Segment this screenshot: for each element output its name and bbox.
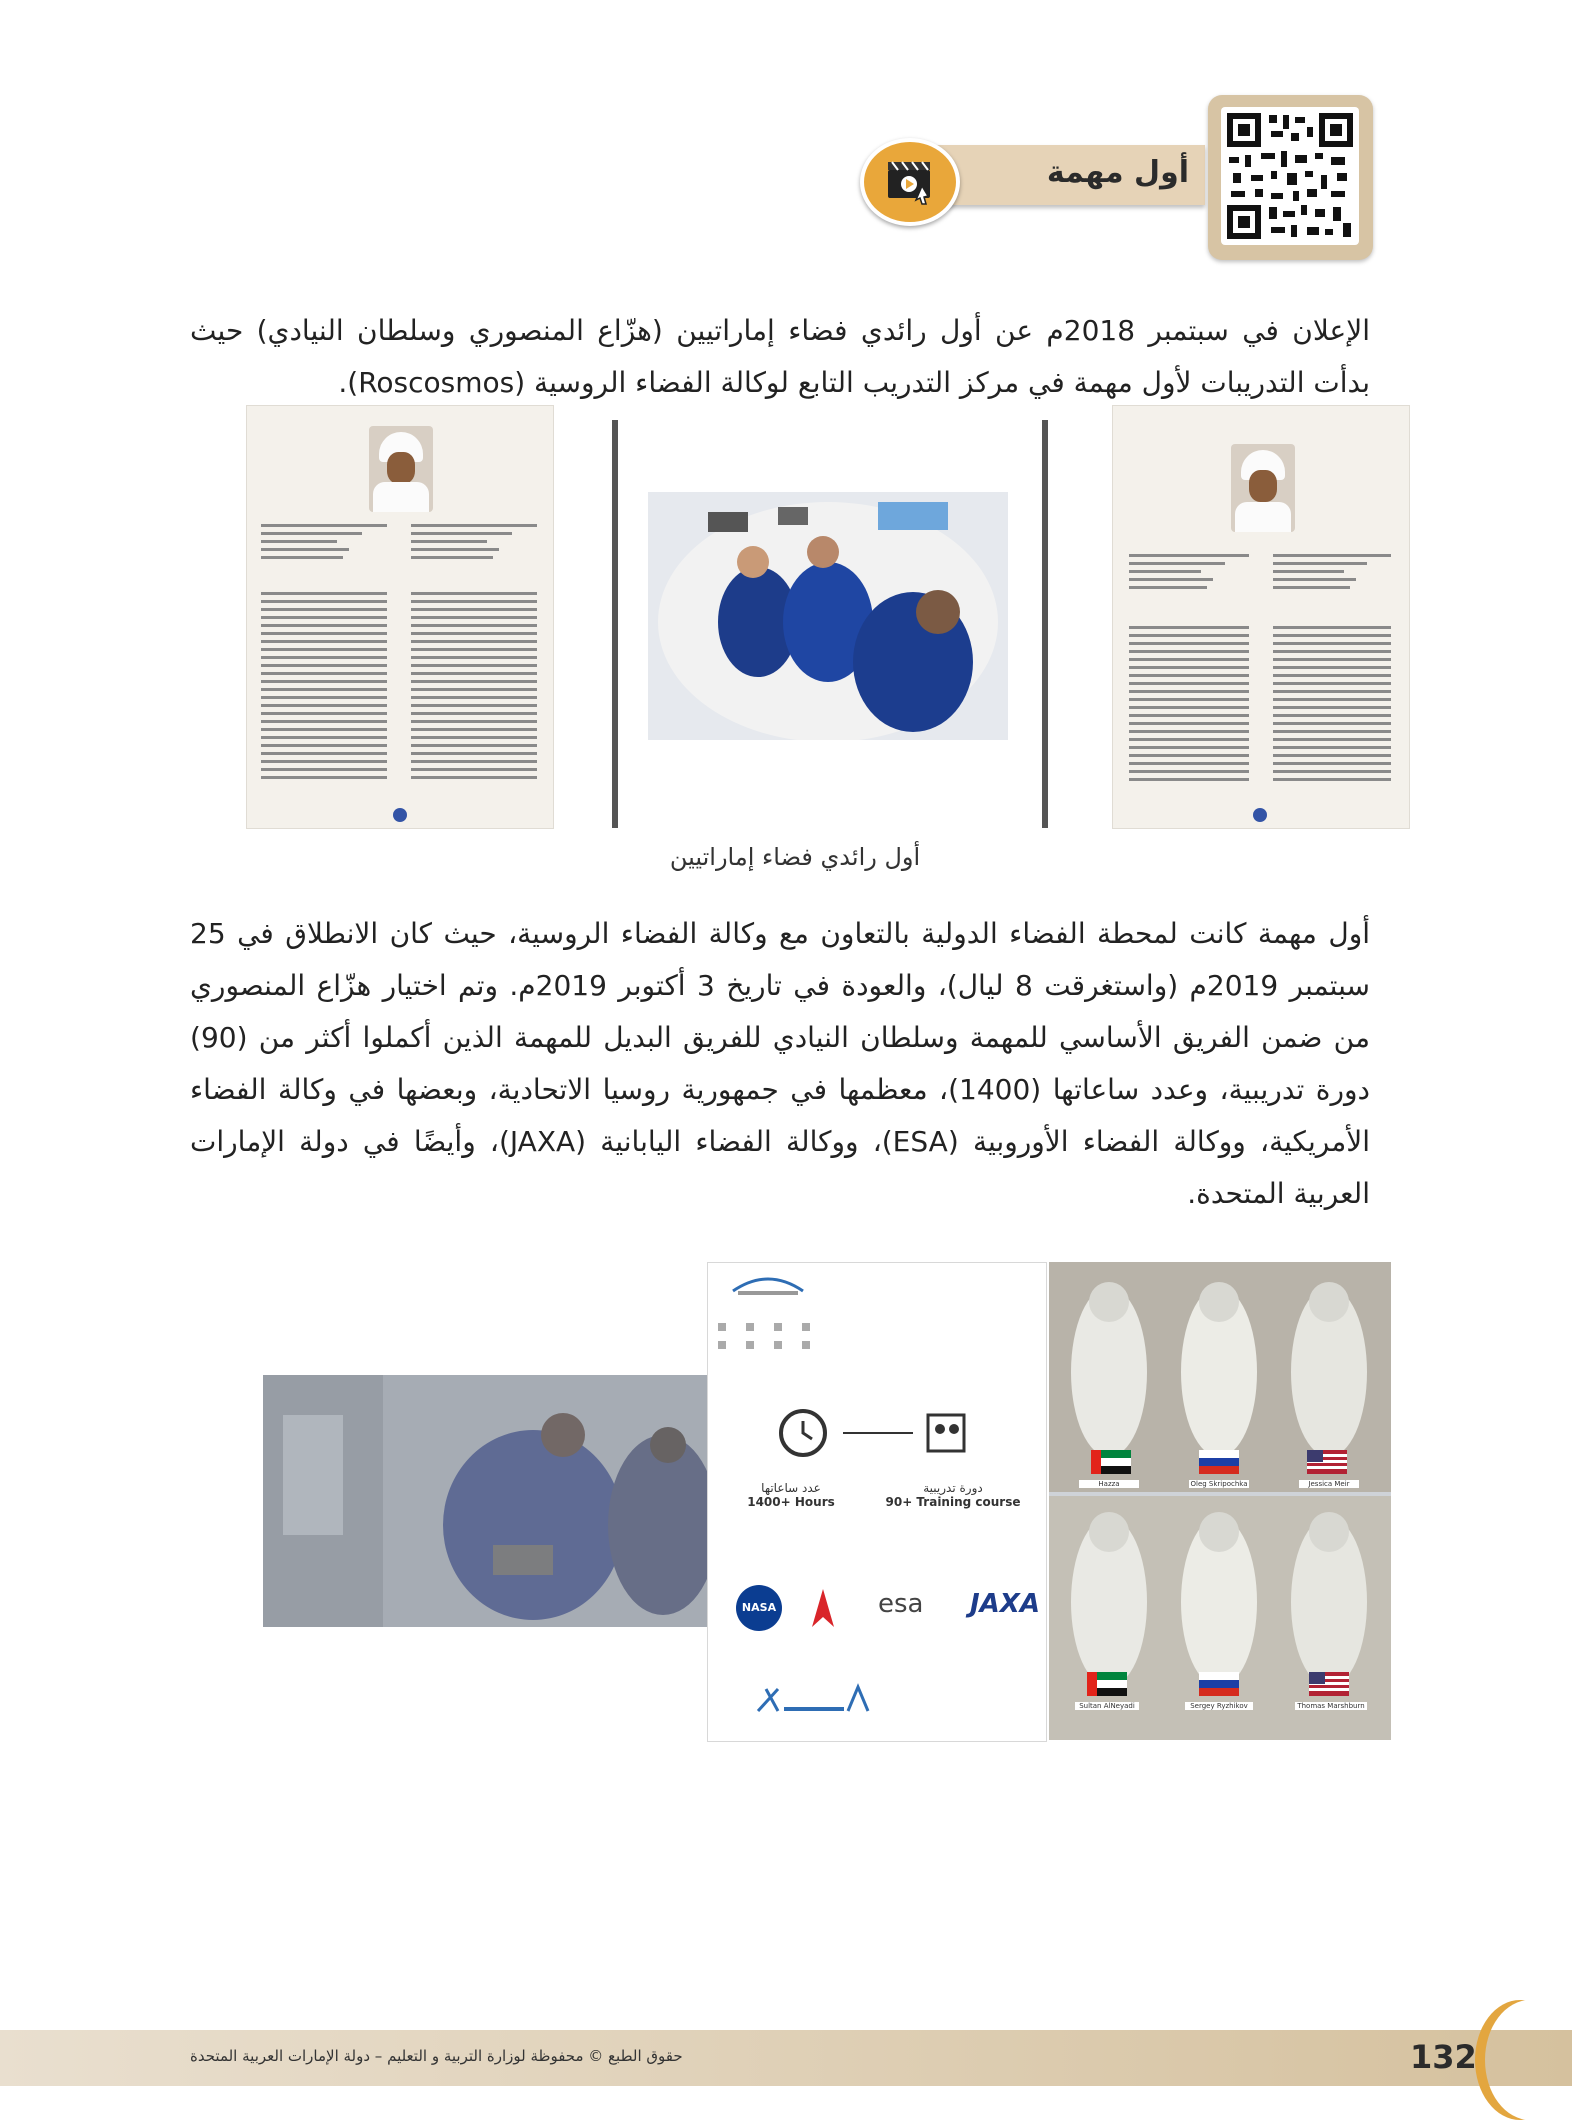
crew-label-oleg: Oleg Skripochka <box>1190 1480 1248 1488</box>
qr-code-icon <box>1221 107 1359 245</box>
astronauts-in-capsule-image <box>648 492 1008 740</box>
portrait-photo-2 <box>369 426 433 512</box>
divider-left <box>612 420 618 828</box>
mbrsc-logo <box>728 1273 808 1297</box>
footer-rights: حقوق الطبع © محفوظة لوزارة التربية و التعليم – دولة الإمارات العربية المتحدة <box>190 2047 683 2065</box>
section-title: أول مهمة <box>1046 155 1189 190</box>
crew-suits-photo <box>1049 1262 1391 1740</box>
esa-logo: esa <box>878 1589 924 1619</box>
crew-label-hazza: Hazza <box>1079 1480 1139 1488</box>
clock-and-training-icons <box>768 1403 988 1463</box>
bio-page-right <box>1112 405 1410 829</box>
clapperboard-play-icon <box>864 142 956 222</box>
crew-label-sultan: Sultan AlNeyadi <box>1075 1702 1139 1710</box>
bio-page-left <box>246 405 554 829</box>
divider-right <box>1042 420 1048 828</box>
crew-in-spacesuits-image <box>1049 1262 1391 1740</box>
hours-label-ar: عدد ساعاتها <box>761 1481 821 1495</box>
crew-label-jessica: Jessica Meir <box>1299 1480 1359 1488</box>
jaxa-logo: JAXA <box>970 1589 1040 1619</box>
crew-label-thomas: Thomas Marshburn <box>1295 1702 1367 1710</box>
capsule-training-photo <box>648 492 1008 740</box>
smoke-drill-image <box>263 1375 711 1627</box>
training-infographic <box>707 1262 1047 1742</box>
courses-label-ar: دورة تدريبية <box>923 1481 983 1495</box>
roscosmos-logo <box>808 1587 838 1631</box>
courses-label: 90+ Training course <box>885 1495 1021 1509</box>
nasa-logo: NASA <box>736 1585 782 1631</box>
video-button[interactable] <box>860 138 960 226</box>
page-number: 132 <box>1410 2038 1477 2076</box>
crew-label-sergey: Sergey Ryzhikov <box>1185 1702 1253 1710</box>
intro-paragraph: الإعلان في سبتمبر 2018م عن أول رائدي فضاء إماراتيين (هزّاع المنصوري وسلطان النيادي) حيث بدأت التدريبات لأول مهمة في مركز التدريب التابع لوكالة الفضاء الروسية (Roscosmos). <box>190 314 1371 399</box>
portrait-photo <box>1231 444 1295 532</box>
qr-code-frame[interactable] <box>1208 95 1373 260</box>
figure-caption: أول رائدي فضاء إماراتيين <box>669 843 921 871</box>
crescent-decoration <box>1485 2000 1572 2120</box>
partner-logos <box>748 1681 1008 1725</box>
smoke-training-photo <box>263 1375 711 1627</box>
hours-label: 1400+ Hours <box>747 1495 835 1509</box>
mission-paragraph: أول مهمة كانت لمحطة الفضاء الدولية بالتعاون مع وكالة الفضاء الروسية، حيث كان الانطلاق في 25 سبتمبر 2019م (واستغرقت 8 ليال)، والعودة في تاريخ 3 أكتوبر 2019م. وتم اختيار هزّاع المنصوري من ضمن الفريق الأساسي للمهمة وسلطان النيادي للفريق البديل للمهمة الذين أكملوا أكثر من (90) دورة تدريبية، وعدد ساعاتها (1400)، معظمها في جمهورية روسيا الاتحادية، وبعضها في وكالة الفضاء الأمريكية، ووكالة الفضاء الأوروبية (ESA)، ووكالة الفضاء اليابانية (JAXA)، وأيضًا في دولة الإمارات العربية المتحدة. <box>190 917 1370 1210</box>
